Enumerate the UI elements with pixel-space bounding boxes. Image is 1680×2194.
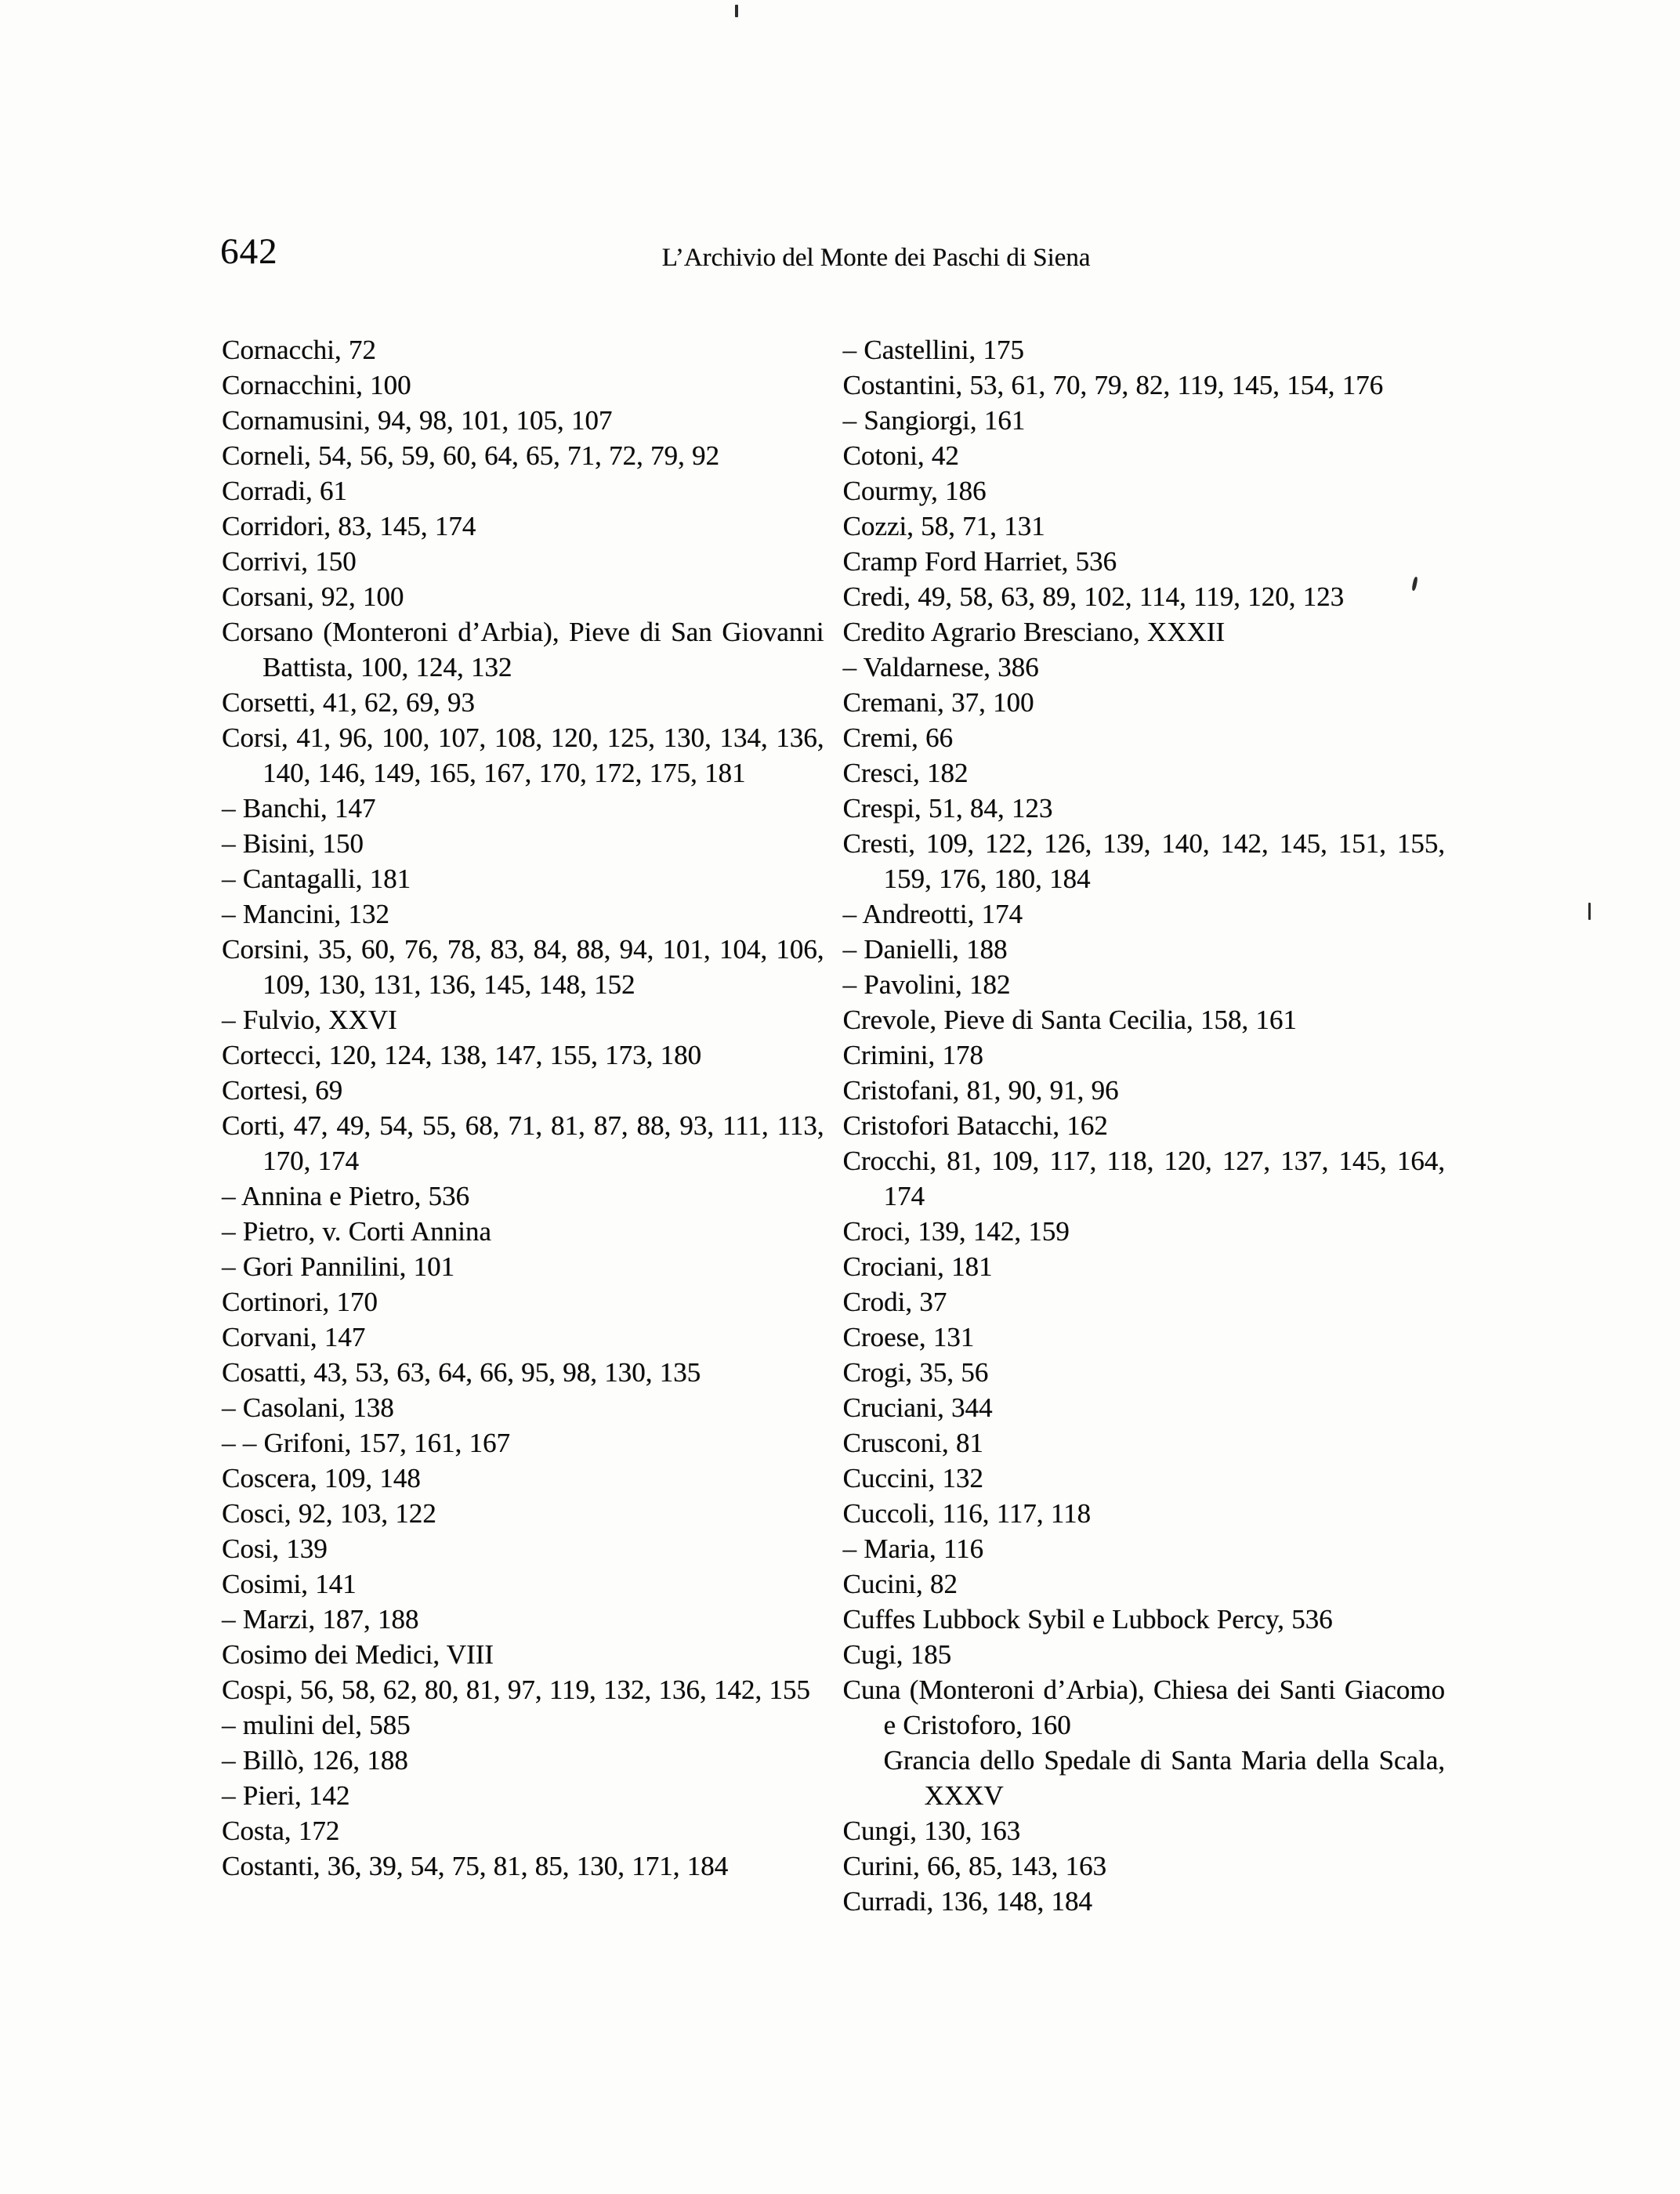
index-entry: – Castellini, 175: [842, 335, 1024, 365]
index-entry: Corsani, 92, 100: [222, 581, 404, 612]
index-entry: Croese, 131: [842, 1322, 975, 1352]
index-entry: Cremani, 37, 100: [842, 687, 1034, 718]
index-column-right: [843, 332, 1446, 1919]
index-entry: Costanti, 36, 39, 54, 75, 81, 85, 130, 171, 184: [222, 1851, 729, 1881]
index-entry: Cristofori Batacchi, 162: [842, 1110, 1108, 1141]
index-entry: – Casolani, 138: [222, 1392, 394, 1423]
index-entry: Cuccini, 132: [842, 1463, 983, 1493]
index-entry: Corti, 47, 49, 54, 55, 68, 71, 81, 87, 88, 93, 111, 113, 170, 174: [222, 1110, 824, 1176]
index-entry: – Pieri, 142: [222, 1780, 350, 1811]
index-entry: Crogi, 35, 56: [842, 1357, 989, 1388]
index-entry: Cresti, 109, 122, 126, 139, 140, 142, 145, 151, 155, 159, 176, 180, 184: [842, 828, 1445, 894]
index-entry: – Cantagalli, 181: [222, 863, 411, 894]
index-entry: Crodi, 37: [842, 1287, 947, 1317]
index-entry: Courmy, 186: [842, 476, 987, 506]
index-entry: – Mancini, 132: [222, 899, 389, 929]
index-entry: Corrivi, 150: [222, 546, 357, 577]
index-entry: Cuna (Monteroni d’Arbia), Chiesa dei Santi Giacomo e Cristoforo, 160: [842, 1674, 1445, 1740]
index-entry: Cugi, 185: [842, 1639, 952, 1670]
index-entry: Cuccoli, 116, 117, 118: [842, 1498, 1091, 1529]
index-entry: Credi, 49, 58, 63, 89, 102, 114, 119, 120, 123: [842, 581, 1345, 612]
index-entry: Cozzi, 58, 71, 131: [842, 511, 1045, 541]
index-entry: – Billò, 126, 188: [222, 1745, 408, 1776]
index-entry: Corsetti, 41, 62, 69, 93: [222, 687, 475, 718]
index-entry: Corradi, 61: [222, 476, 347, 506]
index-entry: Cosatti, 43, 53, 63, 64, 66, 95, 98, 130, 135: [222, 1357, 701, 1388]
index-entry: Cospi, 56, 58, 62, 80, 81, 97, 119, 132, 136, 142, 155: [222, 1674, 810, 1705]
index-entry: Grancia dello Spedale di Santa Maria della Scala, XXXV: [883, 1745, 1445, 1811]
index-entry: – Bisini, 150: [222, 828, 364, 859]
index-entry: Corvani, 147: [222, 1322, 366, 1352]
scan-artifact: [735, 5, 738, 17]
index-entry: – – Grifoni, 157, 161, 167: [222, 1428, 511, 1458]
running-title: L’Archivio del Monte dei Paschi di Siena: [661, 244, 1091, 272]
index-entry: Curini, 66, 85, 143, 163: [842, 1851, 1106, 1881]
index-entry: Cornacchini, 100: [222, 370, 411, 400]
index-entry: Cortesi, 69: [222, 1075, 343, 1106]
index-entry: Cotoni, 42: [842, 440, 959, 471]
index-entry: Coscera, 109, 148: [222, 1463, 421, 1493]
index-entry: Crevole, Pieve di Santa Cecilia, 158, 161: [842, 1005, 1297, 1035]
index-entry: Cosci, 92, 103, 122: [222, 1498, 436, 1529]
index-entry: – Banchi, 147: [222, 793, 376, 824]
index-column-left: [222, 332, 824, 1919]
index-entry: Corsini, 35, 60, 76, 78, 83, 84, 88, 94, 101, 104, 106, 109, 130, 131, 136, 145, 148, 152: [222, 934, 824, 1000]
index-entry: – Sangiorgi, 161: [842, 405, 1026, 436]
index-columns: [222, 332, 1445, 1919]
index-entry: Costantini, 53, 61, 70, 79, 82, 119, 145, 154, 176: [842, 370, 1384, 400]
index-entry: Corneli, 54, 56, 59, 60, 64, 65, 71, 72, 79, 92: [222, 440, 719, 471]
index-entry: Curradi, 136, 148, 184: [842, 1886, 1092, 1917]
index-entry: – Marzi, 187, 188: [222, 1604, 419, 1635]
index-entry: Cristofani, 81, 90, 91, 96: [842, 1075, 1119, 1106]
index-entry: – Annina e Pietro, 536: [222, 1181, 469, 1211]
index-entry: Corsi, 41, 96, 100, 107, 108, 120, 125, 130, 134, 136, 140, 146, 149, 165, 167, 170, 172, 175, 181: [222, 722, 824, 788]
index-entry: – mulini del, 585: [222, 1710, 411, 1740]
index-entry: Cresci, 182: [842, 758, 969, 788]
index-entry: Cornamusini, 94, 98, 101, 105, 107: [222, 405, 613, 436]
index-entry: – Maria, 116: [842, 1533, 984, 1564]
index-entry: Crocchi, 81, 109, 117, 118, 120, 127, 137, 145, 164, 174: [842, 1146, 1445, 1211]
index-entry: Crusconi, 81: [842, 1428, 983, 1458]
index-entry: Cremi, 66: [842, 722, 953, 753]
index-entry: Corridori, 83, 145, 174: [222, 511, 476, 541]
index-entry: Credito Agrario Bresciano, XXXII: [842, 617, 1225, 647]
index-entry: – Danielli, 188: [842, 934, 1008, 965]
index-entry: – Pavolini, 182: [842, 969, 1011, 1000]
index-entry: Crespi, 51, 84, 123: [842, 793, 1053, 824]
page-number: 642: [220, 231, 278, 272]
index-entry: Cuffes Lubbock Sybil e Lubbock Percy, 536: [842, 1604, 1333, 1635]
index-entry: – Fulvio, XXVI: [222, 1005, 397, 1035]
index-entry: Cosimo dei Medici, VIII: [222, 1639, 494, 1670]
scan-artifact: [1588, 903, 1591, 920]
index-entry: Cornacchi, 72: [222, 335, 376, 365]
index-entry: Corsano (Monteroni d’Arbia), Pieve di San Giovanni Battista, 100, 124, 132: [222, 617, 824, 682]
index-entry: Cosimi, 141: [222, 1569, 357, 1599]
index-entry: – Gori Pannilini, 101: [222, 1251, 455, 1282]
index-entry: – Andreotti, 174: [842, 899, 1023, 929]
index-entry: – Valdarnese, 386: [842, 652, 1039, 682]
index-entry: Crimini, 178: [842, 1040, 983, 1070]
index-entry: Croci, 139, 142, 159: [842, 1216, 1070, 1247]
index-entry: Cungi, 130, 163: [842, 1816, 1021, 1846]
index-entry: Cortinori, 170: [222, 1287, 378, 1317]
index-entry: Costa, 172: [222, 1816, 340, 1846]
index-entry: Cruciani, 344: [842, 1392, 993, 1423]
index-entry: Cosi, 139: [222, 1533, 328, 1564]
index-entry: – Pietro, v. Corti Annina: [222, 1216, 491, 1247]
index-entry: Crociani, 181: [842, 1251, 993, 1282]
index-entry: Cramp Ford Harriet, 536: [842, 546, 1117, 577]
index-entry: Cucini, 82: [842, 1569, 958, 1599]
index-entry: Cortecci, 120, 124, 138, 147, 155, 173, 180: [222, 1040, 702, 1070]
